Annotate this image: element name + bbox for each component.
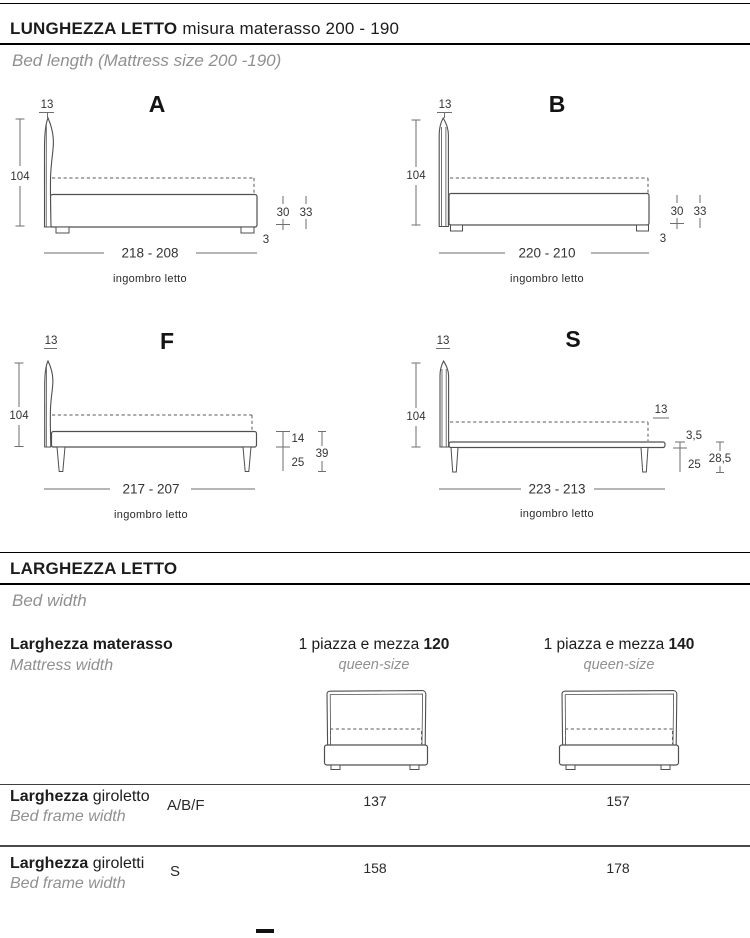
mattress-width-label-it: Larghezza materasso	[10, 636, 173, 653]
dim-length: 217 - 207	[122, 481, 180, 497]
mattress-dashed-outline	[52, 415, 252, 431]
dim-height: 104	[406, 170, 426, 182]
diagram-caption: ingombro letto	[114, 509, 188, 521]
bed-foot	[451, 225, 463, 231]
bed-front-view-120	[314, 683, 444, 778]
bed-frame-front	[560, 745, 679, 765]
dim-headboard-width: 13	[44, 335, 58, 347]
dim-length: 223 - 213	[528, 481, 586, 497]
dim-length: 218 - 208	[121, 245, 179, 261]
row2-rule	[0, 845, 750, 847]
dim-slat-height: 3,5	[686, 430, 702, 442]
bed-leg	[57, 447, 65, 472]
dim-headboard-width: 13	[438, 99, 452, 111]
dim-length: 220 - 210	[518, 245, 576, 261]
diagram-s	[375, 320, 750, 540]
dim-total-height: 28,5	[708, 453, 732, 465]
column-sub-140: queen-size	[583, 657, 655, 673]
dim-leg-height: 25	[688, 459, 701, 471]
bed-foot	[661, 765, 670, 770]
section1-title-regular: misura materasso 200 - 190	[182, 19, 400, 38]
section2-top-rule	[0, 552, 750, 553]
diagram-a	[0, 85, 375, 305]
bed-frame-front	[325, 745, 428, 765]
column-sub-120: queen-size	[338, 657, 410, 673]
label-regular: giroletti	[92, 855, 145, 872]
label-bold: Larghezza	[10, 855, 89, 872]
column-size: 120	[423, 636, 450, 653]
mattress-width-label-en: Mattress width	[10, 657, 114, 674]
bed-front-view-140	[550, 683, 690, 778]
frame-width-value-140-s: 178	[606, 860, 630, 876]
bed-foot	[331, 765, 340, 770]
diagram-b	[375, 85, 750, 305]
section2-title	[10, 559, 177, 579]
frame-width-models-2: S	[170, 863, 181, 880]
row1-rule	[0, 784, 750, 785]
column-header-140	[544, 636, 695, 654]
diagram-f-label: F	[159, 328, 175, 354]
headboard-front	[562, 691, 677, 745]
section1-rule	[0, 43, 750, 45]
bed-frame-slat	[449, 442, 665, 448]
frame-width-label-it-2	[10, 855, 144, 873]
column-prefix: 1 piazza e mezza	[298, 636, 420, 653]
bed-leg	[641, 448, 648, 473]
dim-headboard-width: 13	[40, 99, 54, 111]
frame-width-label-en-1: Bed frame width	[10, 808, 126, 825]
dim-overhang: 13	[654, 404, 668, 416]
dim-line	[276, 432, 290, 472]
dim-foot-height: 3	[262, 234, 270, 246]
dim-line	[39, 113, 54, 119]
bed-frame	[52, 432, 257, 448]
frame-width-models-1: A/B/F	[167, 797, 205, 814]
diagram-caption: ingombro letto	[520, 508, 594, 520]
dim-line	[15, 363, 24, 447]
bed-frame	[449, 194, 649, 226]
mattress-dashed-outline	[450, 422, 648, 441]
headboard-front	[327, 691, 426, 745]
frame-width-value-140-abf: 157	[606, 793, 630, 809]
frame-width-value-120-s: 158	[363, 860, 387, 876]
bed-foot	[410, 765, 419, 770]
dim-height: 104	[9, 410, 29, 422]
dim-leg-height: 25	[291, 457, 305, 469]
frame-width-label-it-1	[10, 788, 150, 806]
bed-foot	[241, 227, 254, 233]
diagram-s-label: S	[565, 326, 581, 352]
diagram-a-label: A	[148, 91, 166, 117]
column-header-120	[299, 636, 450, 654]
dim-frame-height: 30	[670, 206, 684, 218]
top-rule	[0, 3, 750, 4]
section1-title-bold: LUNGHEZZA LETTO	[10, 19, 178, 38]
section1-title	[10, 19, 399, 39]
mattress-dashed-outline	[450, 178, 648, 193]
bed-frame	[51, 195, 258, 228]
dim-line	[412, 363, 421, 447]
dim-headboard-width: 13	[436, 335, 450, 347]
bed-foot	[637, 225, 649, 231]
label-regular: giroletto	[92, 788, 150, 805]
label-bold: Larghezza	[10, 788, 89, 805]
column-prefix: 1 piazza e mezza	[543, 636, 665, 653]
dim-height: 104	[406, 411, 426, 423]
frame-width-label-en-2: Bed frame width	[10, 875, 126, 892]
dim-line	[437, 113, 452, 119]
dim-frame-height: 14	[291, 433, 305, 445]
mattress-dashed-outline	[52, 178, 254, 194]
frame-width-value-120-abf: 137	[363, 793, 387, 809]
bed-foot	[566, 765, 575, 770]
bed-leg	[243, 447, 251, 472]
diagram-caption: ingombro letto	[510, 273, 584, 285]
dim-foot-height: 3	[659, 233, 667, 245]
bed-leg	[451, 448, 458, 473]
section1-subtitle: Bed length (Mattress size 200 -190)	[12, 51, 282, 70]
diagram-caption: ingombro letto	[113, 273, 187, 285]
dim-total-height: 33	[693, 206, 707, 218]
section2-subtitle: Bed width	[12, 591, 87, 610]
section2-title-bold: LARGHEZZA LETTO	[10, 559, 178, 578]
bed-foot	[56, 227, 69, 233]
footer-crop-mark	[256, 929, 274, 933]
diagram-f	[0, 320, 375, 540]
headboard	[439, 118, 448, 227]
dim-height: 104	[10, 171, 30, 183]
diagram-b-label: B	[548, 91, 566, 117]
dim-total-height: 33	[299, 207, 313, 219]
dim-frame-height: 30	[276, 207, 290, 219]
dim-line	[673, 442, 687, 472]
column-size: 140	[668, 636, 695, 653]
section2-rule	[0, 583, 750, 585]
headboard	[440, 361, 449, 447]
dim-total-height: 39	[315, 448, 329, 460]
